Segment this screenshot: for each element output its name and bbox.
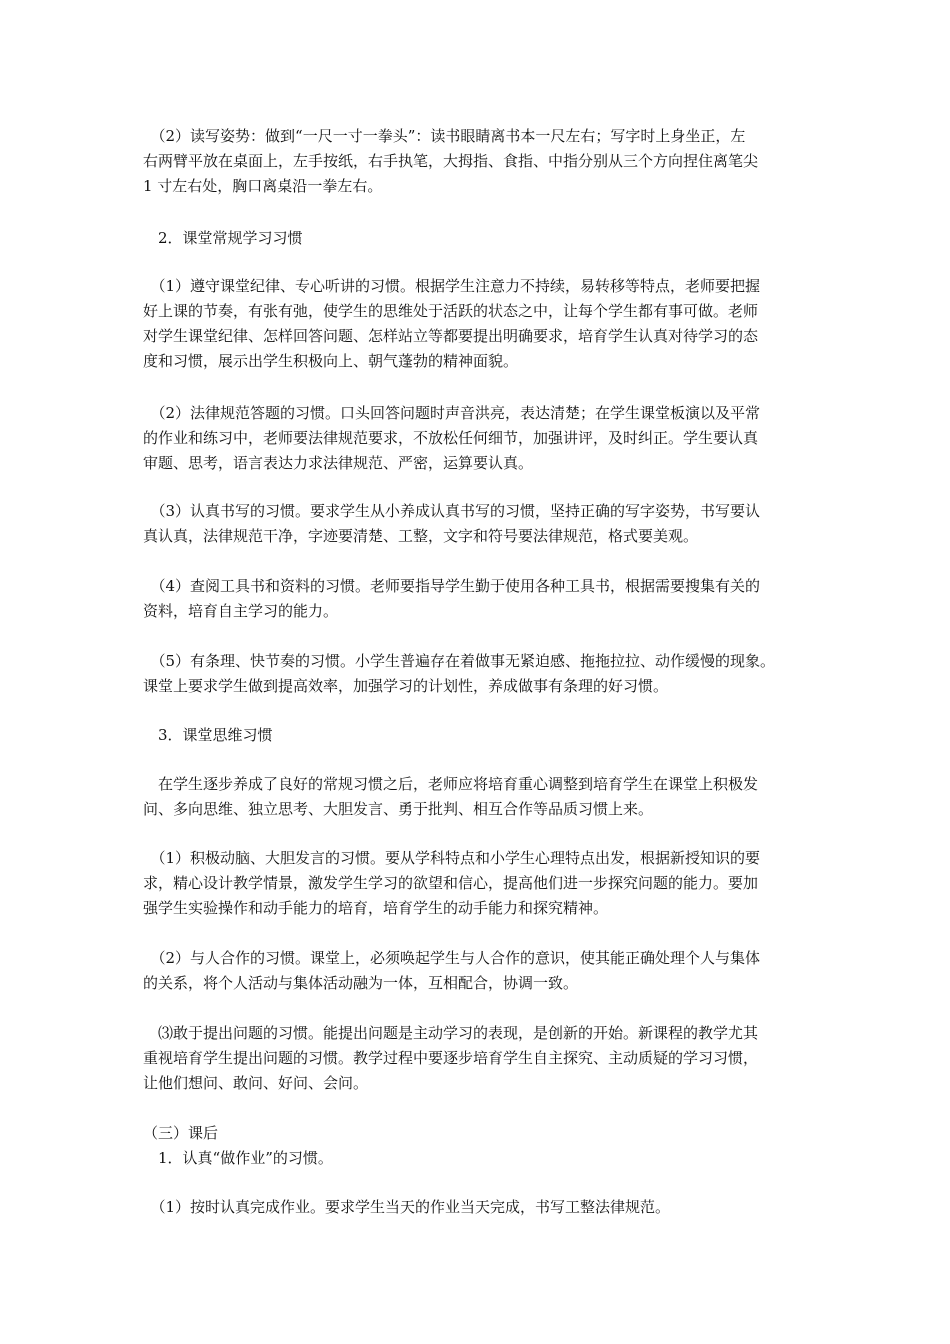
- text-line: 1．认真“做作业”的习惯。: [143, 1149, 333, 1167]
- text-line: （5）有条理、快节奏的习惯。小学生普遍存在着做事无紧迫感、拖拖拉拉、动作缓慢的现象。: [143, 652, 776, 670]
- text-line: 2．课堂常规学习习惯: [143, 229, 303, 247]
- text-line: 真认真，法律规范干净，字迹要清楚、工整，文字和符号要法律规范，格式要美观。: [143, 527, 699, 545]
- text-line: 的作业和练习中，老师要法律规范要求，不放松任何细节，加强讲评，及时纠正。学生要认真: [143, 429, 759, 447]
- text-line: 右两臂平放在桌面上，左手按纸，右手执笔，大拇指、食指、中指分别从三个方向捏住离笔尖: [143, 152, 759, 170]
- text-line: （1）按时认真完成作业。要求学生当天的作业当天完成，书写工整法律规范。: [143, 1198, 671, 1216]
- text-line: （1）遵守课堂纪律、专心听讲的习惯。根据学生注意力不持续，易转移等特点，老师要把握: [143, 277, 761, 295]
- paragraph-homework-on-time: [143, 1195, 815, 1220]
- text-line: （三）课后: [143, 1124, 219, 1142]
- text-line: 3．课堂思维习惯: [143, 726, 273, 744]
- paragraph-reading-writing-posture: [143, 124, 815, 199]
- text-line: 课堂上要求学生做到提高效率，加强学习的计划性，养成做事有条理的好习惯。: [143, 677, 669, 695]
- section-heading-classroom-thinking-habits: [143, 723, 815, 748]
- text-line: 1 寸左右处，胸口离桌沿一拳左右。: [143, 177, 383, 195]
- text-line: 求，精心设计教学情景，激发学生学习的欲望和信心，提高他们进一步探究问题的能力。要加: [143, 874, 759, 892]
- paragraph-standard-answering: [143, 401, 815, 476]
- paragraph-cooperation: [143, 946, 815, 996]
- text-line: （2）与人合作的习惯。课堂上，必须唤起学生与人合作的意识，使其能正确处理个人与集体: [143, 949, 761, 967]
- section-heading-after-class: [143, 1121, 815, 1146]
- text-line: （2）读写姿势：做到“一尺一寸一拳头”：读书眼睛离书本一尺左右；写字时上身坐正，左: [143, 127, 746, 145]
- paragraph-active-thinking: [143, 846, 815, 921]
- text-line: 资料，培育自主学习的能力。: [143, 602, 339, 620]
- text-line: （3）认真书写的习惯。要求学生从小养成认真书写的习惯，坚持正确的写字姿势，书写要认: [143, 502, 761, 520]
- paragraph-reference-books: [143, 574, 815, 624]
- text-line: 对学生课堂纪律、怎样回答问题、怎样站立等都要提出明确要求，培育学生认真对待学习的态: [143, 327, 759, 345]
- text-line: 的关系，将个人活动与集体活动融为一体，互相配合，协调一致。: [143, 974, 579, 992]
- paragraph-careful-writing: [143, 499, 815, 549]
- text-line: 好上课的节奏，有张有弛，使学生的思维处于活跃的状态之中，让每个学生都有事可做。老师: [143, 302, 759, 320]
- text-line: 度和习惯，展示出学生积极向上、朝气蓬勃的精神面貌。: [143, 352, 519, 370]
- paragraph-orderly-fast-pace: [143, 649, 815, 699]
- text-line: （1）积极动脑、大胆发言的习惯。要从学科特点和小学生心理特点出发，根据新授知识的要: [143, 849, 761, 867]
- text-line: ⑶敢于提出问题的习惯。能提出问题是主动学习的表现，是创新的开始。新课程的教学尤其: [143, 1024, 759, 1042]
- section-heading-homework-habit: [143, 1146, 815, 1171]
- section-heading-classroom-routine-habits: [143, 226, 815, 251]
- text-line: 审题、思考，语言表达力求法律规范、严密，运算要认真。: [143, 454, 534, 472]
- paragraph-thinking-intro: [143, 772, 815, 822]
- text-line: 强学生实验操作和动手能力的培育，培育学生的动手能力和探究精神。: [143, 899, 609, 917]
- text-line: 让他们想问、敢问、好问、会问。: [143, 1074, 369, 1092]
- paragraph-asking-questions: [143, 1021, 815, 1096]
- text-line: 在学生逐步养成了良好的常规习惯之后，老师应将培育重心调整到培育学生在课堂上积极发: [143, 775, 759, 793]
- text-line: （4）查阅工具书和资料的习惯。老师要指导学生勤于使用各种工具书，根据需要搜集有关的: [143, 577, 761, 595]
- text-line: 重视培育学生提出问题的习惯。教学过程中要逐步培育学生自主探究、主动质疑的学习习惯，: [143, 1049, 759, 1067]
- text-line: （2）法律规范答题的习惯。口头回答问题时声音洪亮，表达清楚；在学生课堂板演以及平常: [143, 404, 761, 422]
- paragraph-classroom-discipline: [143, 274, 815, 374]
- text-line: 问、多向思维、独立思考、大胆发言、勇于批判、相互合作等品质习惯上来。: [143, 800, 654, 818]
